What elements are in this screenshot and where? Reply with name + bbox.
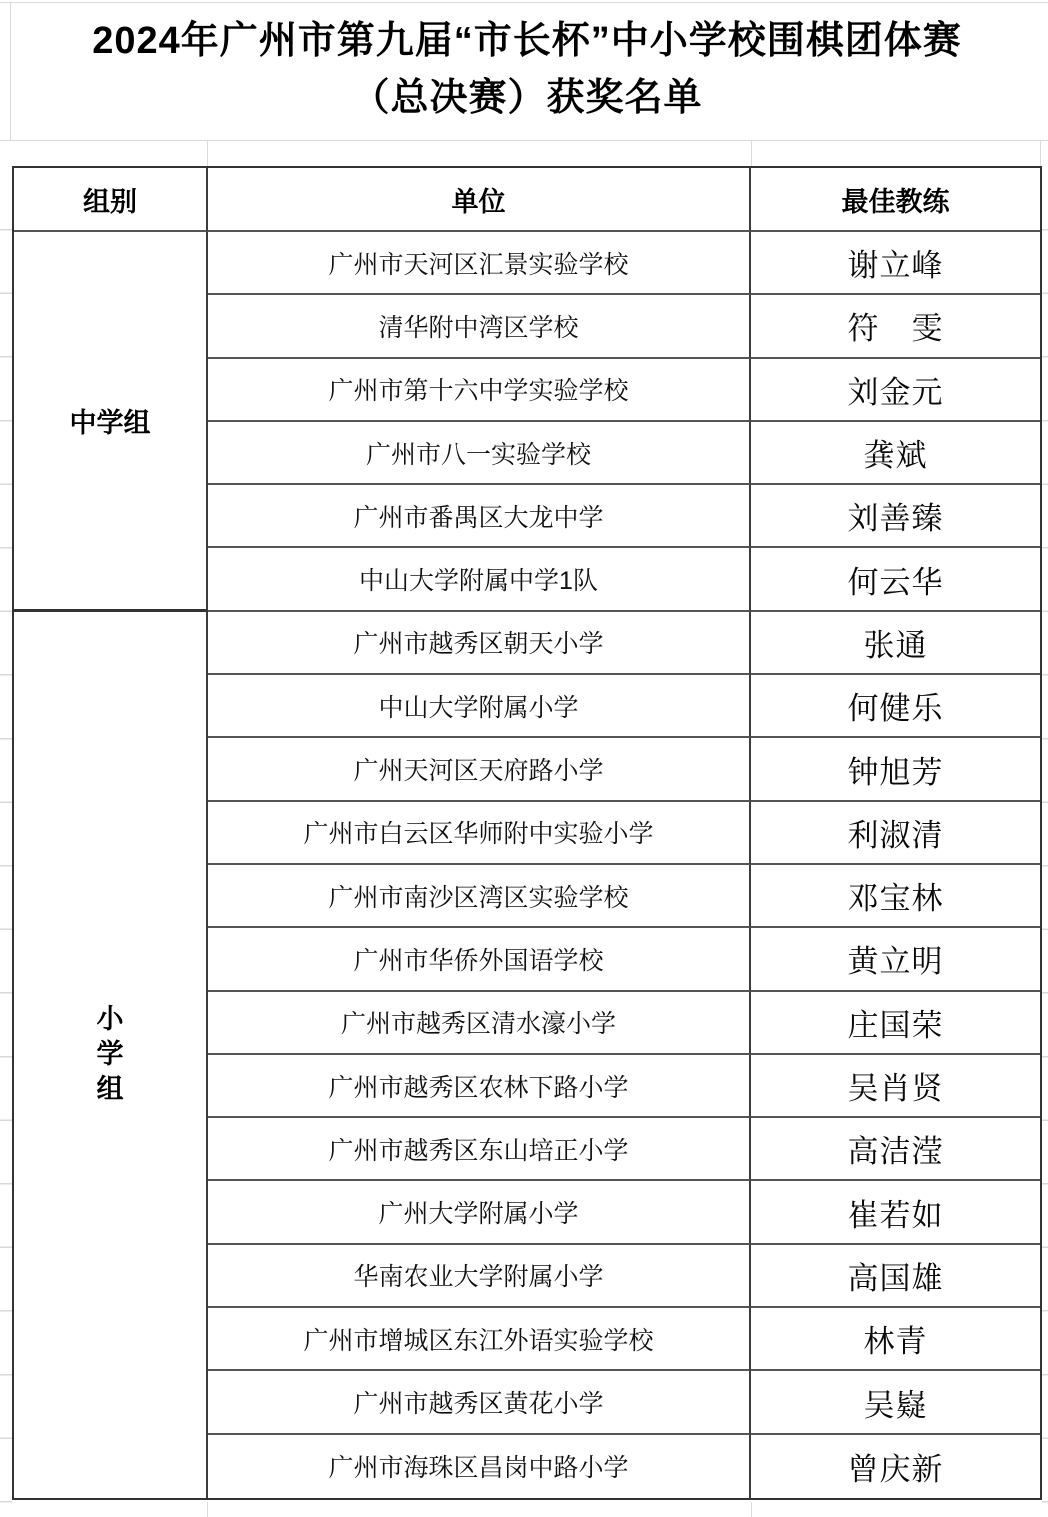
gridline-vertical bbox=[751, 1502, 752, 1517]
unit-cell: 广州市越秀区朝天小学 bbox=[208, 612, 751, 675]
unit-cell: 中山大学附属小学 bbox=[208, 675, 751, 738]
document-title bbox=[12, 13, 1042, 127]
coach-cell: 刘善臻 bbox=[751, 485, 1040, 548]
unit-cell: 广州市第十六中学实验学校 bbox=[208, 359, 751, 422]
coach-cell: 刘金元 bbox=[751, 359, 1040, 422]
unit-cell: 华南农业大学附属小学 bbox=[208, 1245, 751, 1308]
coach-cell: 庄国荣 bbox=[751, 992, 1040, 1055]
coach-cell: 何云华 bbox=[751, 548, 1040, 611]
coach-cell: 高洁滢 bbox=[751, 1118, 1040, 1181]
unit-cell: 广州大学附属小学 bbox=[208, 1181, 751, 1244]
unit-cell: 中山大学附属中学1队 bbox=[208, 548, 751, 611]
unit-cell: 广州市天河区汇景实验学校 bbox=[208, 232, 751, 295]
coach-cell: 张通 bbox=[751, 612, 1040, 675]
coach-cell: 利淑清 bbox=[751, 802, 1040, 865]
header-unit: 单位 bbox=[208, 168, 751, 232]
gridline-vertical bbox=[751, 141, 752, 166]
coach-cell: 邓宝林 bbox=[751, 865, 1040, 928]
coach-cell: 林青 bbox=[751, 1308, 1040, 1371]
unit-cell: 广州市八一实验学校 bbox=[208, 422, 751, 485]
header-coach: 最佳教练 bbox=[751, 168, 1040, 232]
unit-cell: 广州市白云区华师附中实验小学 bbox=[208, 802, 751, 865]
coach-cell: 崔若如 bbox=[751, 1181, 1040, 1244]
gridline-left-margin bbox=[0, 229, 12, 1504]
unit-cell: 广州市南沙区湾区实验学校 bbox=[208, 865, 751, 928]
group-label-middle-school: 中学组 bbox=[14, 232, 208, 612]
header-group: 组别 bbox=[14, 168, 208, 232]
unit-cell: 广州市越秀区清水濠小学 bbox=[208, 992, 751, 1055]
coach-cell: 黄立明 bbox=[751, 928, 1040, 991]
gridline-vertical bbox=[1040, 141, 1041, 166]
coach-cell: 吴嶷 bbox=[751, 1371, 1040, 1434]
coach-cell: 何健乐 bbox=[751, 675, 1040, 738]
unit-cell: 广州市越秀区农林下路小学 bbox=[208, 1055, 751, 1118]
gridline-top bbox=[0, 2, 1048, 3]
coach-cell: 符 雯 bbox=[751, 295, 1040, 358]
coach-cell: 曾庆新 bbox=[847, 1451, 944, 1487]
coach-cell: 吴肖贤 bbox=[751, 1055, 1040, 1118]
gridline-vertical bbox=[207, 1502, 208, 1517]
gridline-title-left bbox=[10, 2, 11, 141]
unit-cell: 广州市越秀区东山培正小学 bbox=[208, 1118, 751, 1181]
unit-cell: 广州市番禺区大龙中学 bbox=[208, 485, 751, 548]
unit-cell: 广州市华侨外国语学校 bbox=[208, 928, 751, 991]
unit-cell: 广州市增城区东江外语实验学校 bbox=[208, 1308, 751, 1371]
gridline-vertical bbox=[207, 141, 208, 166]
gridline-right-margin bbox=[1042, 229, 1048, 1504]
group-label-text: 小学组 bbox=[96, 1004, 124, 1105]
unit-cell: 广州市越秀区黄花小学 bbox=[208, 1371, 751, 1434]
awards-table bbox=[12, 166, 1042, 1500]
gridline-title-bottom bbox=[0, 140, 1048, 141]
coach-cell: 高国雄 bbox=[751, 1245, 1040, 1308]
unit-cell: 清华附中湾区学校 bbox=[208, 295, 751, 358]
group-label-primary-school bbox=[14, 612, 208, 1498]
coach-cell: 龚斌 bbox=[751, 422, 1040, 485]
title-line-1: 2024年广州市第九届“市长杯”中小学校围棋团体赛 bbox=[92, 20, 962, 62]
title-line-2: （总决赛）获奖名单 bbox=[351, 77, 703, 119]
coach-cell: 钟旭芳 bbox=[751, 738, 1040, 801]
unit-cell: 广州天河区天府路小学 bbox=[208, 738, 751, 801]
unit-cell: 广州市海珠区昌岗中路小学 bbox=[208, 1435, 751, 1498]
coach-cell: 谢立峰 bbox=[751, 232, 1040, 295]
